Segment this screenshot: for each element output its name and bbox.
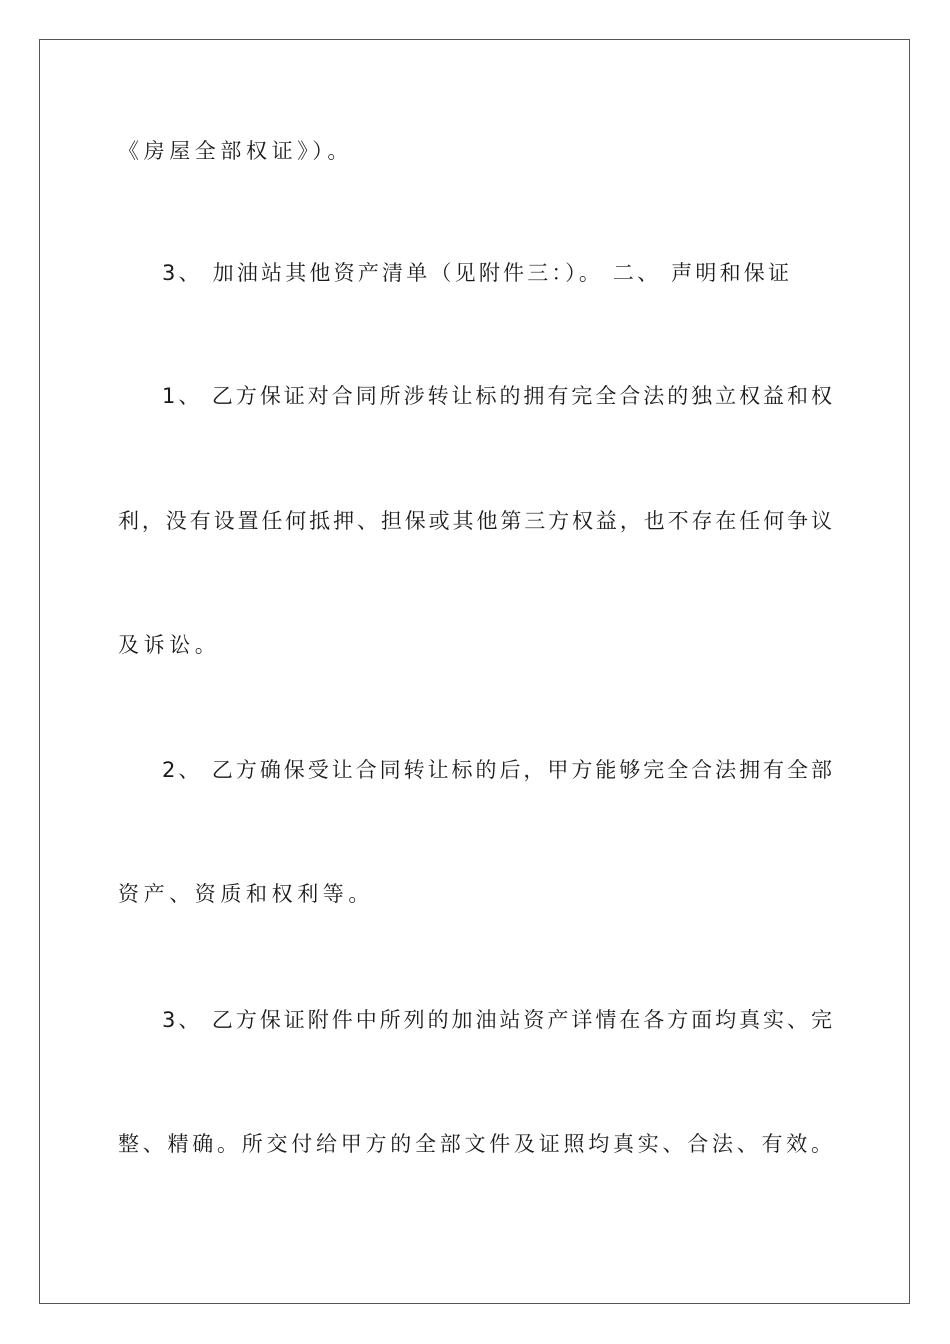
page-border: [39, 39, 910, 1304]
text-line-4: 利，没有设置任何抵押、担保或其他第三方权益，也不存在任何争议: [118, 509, 832, 533]
text-line-9: 整、精确。所交付给甲方的全部文件及证照均真实、合法、有效。: [118, 1132, 832, 1156]
text-line-3: 1、 乙方保证对合同所涉转让标的拥有完全合法的独立权益和权: [162, 384, 832, 408]
text-line-7: 资产、资质和权利等。: [118, 882, 374, 906]
text-line-8: 3、 乙方保证附件中所列的加油站资产详情在各方面均真实、完: [162, 1008, 832, 1032]
text-line-6: 2、 乙方确保受让合同转让标的后，甲方能够完全合法拥有全部: [162, 758, 832, 782]
text-line-1: 《房屋全部权证》）。: [118, 139, 353, 163]
text-line-5: 及诉讼。: [118, 633, 221, 657]
text-line-2: 3、 加油站其他资产清单（见附件三：）。 二、 声明和保证: [162, 261, 793, 285]
